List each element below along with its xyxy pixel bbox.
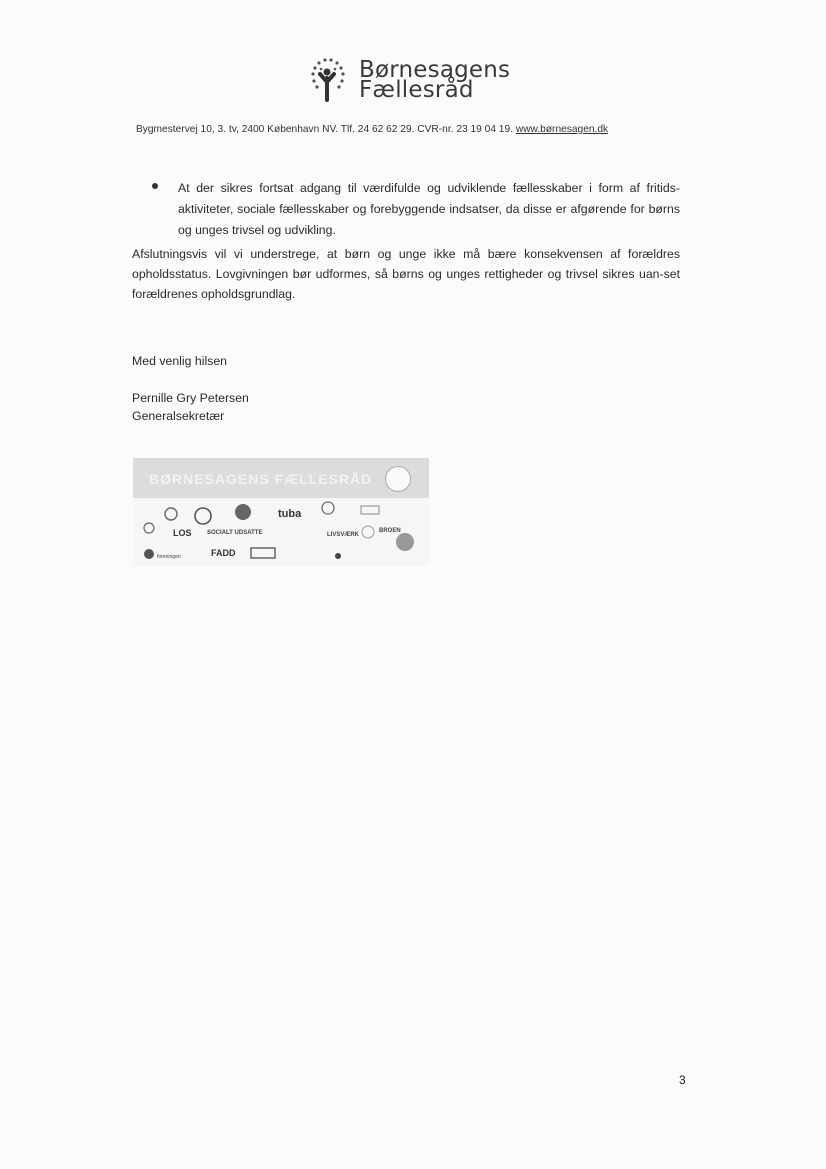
address-text: Bygmestervej 10, 3. tv, 2400 København NV. Tlf. 24 62 62 29. CVR-nr. 23 19 04 19.: [136, 124, 513, 135]
partner-logo-broen: BROEN: [379, 528, 401, 534]
page-number: 3: [679, 1073, 686, 1087]
signer-name: Pernille Gry Petersen: [132, 391, 249, 405]
tree-logo-icon: [303, 56, 353, 102]
closing-greeting: Med venlig hilsen: [132, 354, 228, 368]
signature-block: [132, 389, 249, 425]
signer-title: Generalsekretær: [132, 409, 225, 423]
partner-logos: [133, 498, 429, 566]
partner-logo-livsvaerk: LIVSVÆRK: [327, 532, 360, 538]
partner-logo-los: LOS: [173, 528, 192, 538]
partner-logo-tuba: tuba: [278, 508, 302, 520]
closing-paragraph: Afslutningsvis vil vi understrege, at børn og unge ikke må bære konsekvensen af forældres opholdsstatus. Lovgivningen bør udformes, så børns og unges rettigheder og trivsel sikres uan-set forældrenes opholdsgrundlag.: [132, 247, 680, 301]
bullet-icon: [152, 183, 158, 189]
organization-logo: [303, 52, 523, 108]
partner-logo-socialt-udsatte: SOCIALT UDSATTE: [207, 530, 263, 536]
address-line: [136, 124, 696, 135]
banner-header: [133, 458, 429, 498]
banner-tree-icon: [385, 466, 411, 492]
website-link[interactable]: www.børnesagen.dk: [515, 124, 609, 135]
organization-name-line2: Fællesråd: [359, 77, 474, 103]
organization-name: [359, 57, 511, 103]
bullet-list-item: [152, 178, 680, 241]
banner-title: BØRNESAGENS FÆLLESRÅD: [149, 471, 373, 487]
bullet-text: At der sikres fortsat adgang til værdifulde og udviklende fællesskaber i form af fritids-aktiviteter, sociale fællesskaber og forebyggende indsatser, da disse er afgørende for børns og unges trivsel og udvikling.: [178, 181, 680, 237]
organization-name-line1: Børnesagens: [359, 57, 511, 83]
partner-logos-banner: [133, 458, 429, 566]
partner-logo-foreningen: foreningen: [157, 554, 181, 560]
partner-logo-fadd: FADD: [211, 548, 236, 558]
